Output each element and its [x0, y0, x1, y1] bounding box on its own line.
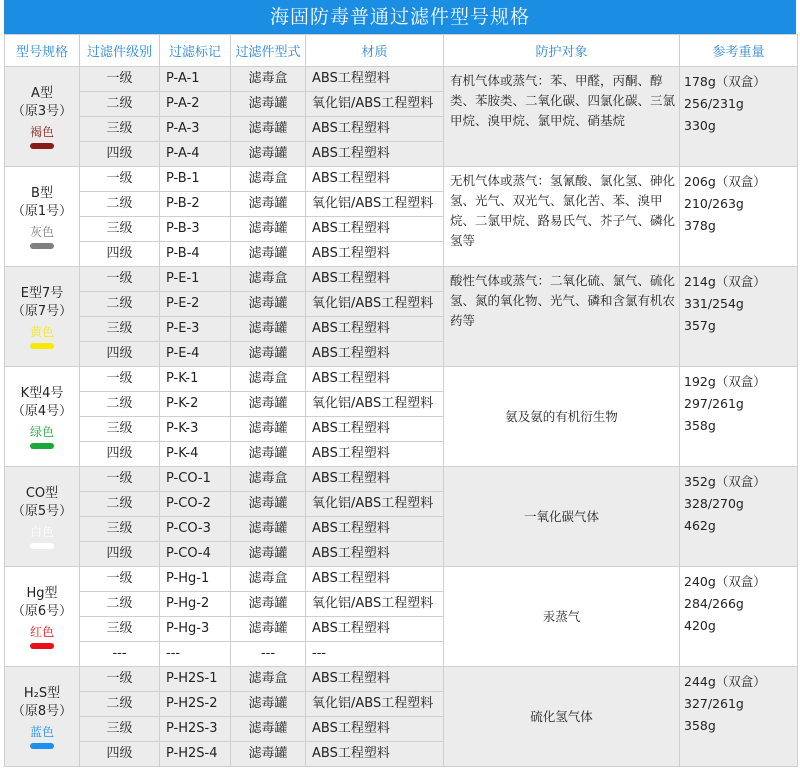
weight-value: 178g（双盒） [684, 74, 766, 89]
weight-value: 328/270g [684, 496, 744, 511]
protection-cell: 一氧化碳气体 [444, 467, 680, 567]
level-cell: 一级 [80, 67, 160, 92]
form-cell: 滤毒盒 [231, 267, 306, 292]
level-cell: 四级 [80, 342, 160, 367]
type-name: CO型 [25, 485, 59, 501]
form-cell: 滤毒盒 [231, 167, 306, 192]
weight-cell [680, 567, 798, 667]
type-name: B型 [31, 185, 53, 201]
level-cell: 三级 [80, 517, 160, 542]
weight-value: 192g（双盒） [684, 374, 766, 389]
mark-cell: P-K-1 [160, 367, 231, 392]
type-cell [5, 667, 80, 767]
type-cell [5, 367, 80, 467]
material-cell: ABS工程塑料 [306, 742, 444, 767]
form-cell: 滤毒盒 [231, 467, 306, 492]
form-cell: 滤毒罐 [231, 92, 306, 117]
level-cell: 一级 [80, 267, 160, 292]
material-cell: ABS工程塑料 [306, 542, 444, 567]
form-cell: 滤毒罐 [231, 492, 306, 517]
material-cell: 氧化铝/ABS工程塑料 [306, 392, 444, 417]
mark-cell: P-E-4 [160, 342, 231, 367]
mark-cell: P-Hg-1 [160, 567, 231, 592]
type-original: （原1号） [11, 203, 73, 219]
form-cell: 滤毒罐 [231, 417, 306, 442]
weight-value: 378g [684, 218, 716, 233]
mark-cell: P-K-4 [160, 442, 231, 467]
form-cell: 滤毒罐 [231, 692, 306, 717]
form-cell: 滤毒盒 [231, 567, 306, 592]
mark-cell: P-H2S-4 [160, 742, 231, 767]
level-cell: 一级 [80, 667, 160, 692]
form-cell: 滤毒盒 [231, 367, 306, 392]
material-cell: ABS工程塑料 [306, 167, 444, 192]
color-swatch [30, 743, 54, 749]
type-name: K型4号 [20, 385, 64, 401]
material-cell: 氧化铝/ABS工程塑料 [306, 592, 444, 617]
level-cell: 三级 [80, 317, 160, 342]
type-cell [5, 167, 80, 267]
type-original: （原8号） [11, 703, 73, 719]
weight-value: 462g [684, 518, 716, 533]
type-name: A型 [31, 85, 53, 101]
mark-cell: P-E-1 [160, 267, 231, 292]
form-cell: 滤毒罐 [231, 292, 306, 317]
form-cell: 滤毒盒 [231, 67, 306, 92]
header-material: 材质 [306, 35, 444, 67]
form-cell: 滤毒罐 [231, 217, 306, 242]
level-cell: 四级 [80, 142, 160, 167]
weight-value: 331/254g [684, 296, 744, 311]
material-cell: ABS工程塑料 [306, 67, 444, 92]
color-name: 褐色 [29, 124, 54, 139]
level-cell: 二级 [80, 392, 160, 417]
type-name: E型7号 [20, 285, 64, 301]
weight-cell [680, 167, 798, 267]
page-title: 海固防毒普通过滤件型号规格 [4, 0, 796, 34]
color-swatch [30, 643, 54, 649]
table-row [5, 267, 798, 292]
mark-cell: P-E-3 [160, 317, 231, 342]
material-cell: ABS工程塑料 [306, 442, 444, 467]
material-cell: ABS工程塑料 [306, 617, 444, 642]
type-original: （原5号） [11, 503, 73, 519]
material-cell: ABS工程塑料 [306, 517, 444, 542]
header-form: 过滤件型式 [231, 35, 306, 67]
material-cell: ABS工程塑料 [306, 142, 444, 167]
protection-cell: 汞蒸气 [444, 567, 680, 667]
type-original: （原3号） [11, 103, 73, 119]
mark-cell: P-CO-1 [160, 467, 231, 492]
protection-cell: 氨及氨的有机衍生物 [444, 367, 680, 467]
table-row [5, 667, 798, 692]
mark-cell: P-K-3 [160, 417, 231, 442]
color-name: 红色 [29, 624, 54, 639]
weight-cell [680, 267, 798, 367]
mark-cell: P-A-3 [160, 117, 231, 142]
material-cell: ABS工程塑料 [306, 217, 444, 242]
color-swatch [30, 343, 54, 349]
mark-cell: P-CO-2 [160, 492, 231, 517]
form-cell: 滤毒罐 [231, 617, 306, 642]
form-cell: 滤毒罐 [231, 742, 306, 767]
mark-cell: P-E-2 [160, 292, 231, 317]
level-cell: 二级 [80, 92, 160, 117]
level-cell: 二级 [80, 292, 160, 317]
mark-cell: P-H2S-2 [160, 692, 231, 717]
material-cell: ABS工程塑料 [306, 242, 444, 267]
material-cell: ABS工程塑料 [306, 267, 444, 292]
header-protection: 防护对象 [444, 35, 680, 67]
mark-cell: P-A-1 [160, 67, 231, 92]
color-name: 蓝色 [29, 724, 54, 739]
table-row [5, 167, 798, 192]
color-swatch [30, 243, 54, 249]
weight-value: 284/266g [684, 596, 744, 611]
weight-value: 330g [684, 118, 716, 133]
weight-value: 358g [684, 418, 716, 433]
level-cell: 一级 [80, 167, 160, 192]
mark-cell: P-Hg-3 [160, 617, 231, 642]
mark-cell: P-CO-3 [160, 517, 231, 542]
type-original: （原6号） [11, 603, 73, 619]
header-row [5, 35, 798, 67]
mark-cell: P-CO-4 [160, 542, 231, 567]
table-row [5, 67, 798, 92]
weight-value: 352g（双盒） [684, 474, 766, 489]
weight-value: 214g（双盒） [684, 274, 766, 289]
form-cell: 滤毒罐 [231, 117, 306, 142]
level-cell: 三级 [80, 217, 160, 242]
mark-cell: P-B-1 [160, 167, 231, 192]
weight-value: 206g（双盒） [684, 174, 766, 189]
material-cell: 氧化铝/ABS工程塑料 [306, 692, 444, 717]
material-cell: 氧化铝/ABS工程塑料 [306, 292, 444, 317]
weight-value: 327/261g [684, 696, 744, 711]
level-cell: --- [80, 642, 160, 667]
protection-cell: 无机气体或蒸气：氢氰酸、氯化氢、砷化氢、光气、双光气、氯化苦、苯、溴甲烷、二氯甲烷、路易氏气、芥子气、磷化氢等 [444, 167, 680, 267]
weight-value: 256/231g [684, 96, 744, 111]
level-cell: 三级 [80, 117, 160, 142]
type-cell [5, 267, 80, 367]
color-name: 绿色 [29, 424, 54, 439]
form-cell: 滤毒罐 [231, 242, 306, 267]
type-cell [5, 467, 80, 567]
level-cell: 四级 [80, 242, 160, 267]
header-level: 过滤件级别 [80, 35, 160, 67]
color-swatch [30, 543, 54, 549]
color-swatch [30, 443, 54, 449]
form-cell: 滤毒罐 [231, 542, 306, 567]
weight-value: 358g [684, 718, 716, 733]
table-body [5, 67, 798, 767]
weight-value: 420g [684, 618, 716, 633]
material-cell: ABS工程塑料 [306, 717, 444, 742]
material-cell: ABS工程塑料 [306, 317, 444, 342]
weight-cell [680, 67, 798, 167]
form-cell: 滤毒罐 [231, 317, 306, 342]
mark-cell: P-B-2 [160, 192, 231, 217]
header-weight: 参考重量 [680, 35, 798, 67]
material-cell: 氧化铝/ABS工程塑料 [306, 192, 444, 217]
level-cell: 三级 [80, 617, 160, 642]
mark-cell: P-K-2 [160, 392, 231, 417]
form-cell: 滤毒罐 [231, 142, 306, 167]
type-name: Hg型 [26, 585, 58, 601]
mark-cell: P-H2S-1 [160, 667, 231, 692]
level-cell: 二级 [80, 592, 160, 617]
level-cell: 四级 [80, 542, 160, 567]
form-cell: --- [231, 642, 306, 667]
level-cell: 四级 [80, 742, 160, 767]
material-cell: ABS工程塑料 [306, 342, 444, 367]
table-row [5, 367, 798, 392]
material-cell: ABS工程塑料 [306, 117, 444, 142]
protection-cell: 酸性气体或蒸气：二氧化硫、氯气、硫化氢、氮的氧化物、光气、磷和含氯有机农药等 [444, 267, 680, 367]
weight-value: 297/261g [684, 396, 744, 411]
material-cell: 氧化铝/ABS工程塑料 [306, 492, 444, 517]
weight-value: 357g [684, 318, 716, 333]
form-cell: 滤毒罐 [231, 342, 306, 367]
mark-cell: P-A-4 [160, 142, 231, 167]
form-cell: 滤毒罐 [231, 592, 306, 617]
weight-cell [680, 667, 798, 767]
color-swatch [30, 143, 54, 149]
weight-value: 240g（双盒） [684, 574, 766, 589]
form-cell: 滤毒罐 [231, 442, 306, 467]
level-cell: 二级 [80, 192, 160, 217]
weight-cell [680, 467, 798, 567]
color-name: 黄色 [29, 324, 54, 339]
form-cell: 滤毒盒 [231, 667, 306, 692]
color-name: 白色 [29, 524, 54, 539]
form-cell: 滤毒罐 [231, 717, 306, 742]
material-cell: ABS工程塑料 [306, 417, 444, 442]
type-name: H₂S型 [23, 685, 61, 701]
color-name: 灰色 [29, 224, 54, 239]
level-cell: 一级 [80, 367, 160, 392]
mark-cell: P-B-4 [160, 242, 231, 267]
level-cell: 二级 [80, 692, 160, 717]
level-cell: 一级 [80, 467, 160, 492]
weight-value: 244g（双盒） [684, 674, 766, 689]
protection-cell: 硫化氢气体 [444, 667, 680, 767]
form-cell: 滤毒罐 [231, 192, 306, 217]
level-cell: 二级 [80, 492, 160, 517]
protection-cell: 有机气体或蒸气：苯、甲醛，丙酮、醇类、苯胺类、二氧化碳、四氯化碳、三氯甲烷、溴甲烷、氯甲烷、硝基烷 [444, 67, 680, 167]
mark-cell: P-H2S-3 [160, 717, 231, 742]
form-cell: 滤毒罐 [231, 392, 306, 417]
header-mark: 过滤标记 [160, 35, 231, 67]
weight-cell [680, 367, 798, 467]
spec-table [4, 34, 798, 767]
material-cell: ABS工程塑料 [306, 367, 444, 392]
material-cell: 氧化铝/ABS工程塑料 [306, 92, 444, 117]
type-cell [5, 67, 80, 167]
type-original: （原7号） [11, 303, 73, 319]
table-row [5, 567, 798, 592]
level-cell: 三级 [80, 717, 160, 742]
material-cell: ABS工程塑料 [306, 567, 444, 592]
type-original: （原4号） [11, 403, 73, 419]
mark-cell: P-A-2 [160, 92, 231, 117]
type-cell [5, 567, 80, 667]
form-cell: 滤毒罐 [231, 517, 306, 542]
level-cell: 四级 [80, 442, 160, 467]
mark-cell: P-Hg-2 [160, 592, 231, 617]
weight-value: 210/263g [684, 196, 744, 211]
material-cell: --- [306, 642, 444, 667]
header-type: 型号规格 [5, 35, 80, 67]
material-cell: ABS工程塑料 [306, 667, 444, 692]
mark-cell: --- [160, 642, 231, 667]
level-cell: 一级 [80, 567, 160, 592]
level-cell: 三级 [80, 417, 160, 442]
table-row [5, 467, 798, 492]
mark-cell: P-B-3 [160, 217, 231, 242]
material-cell: ABS工程塑料 [306, 467, 444, 492]
